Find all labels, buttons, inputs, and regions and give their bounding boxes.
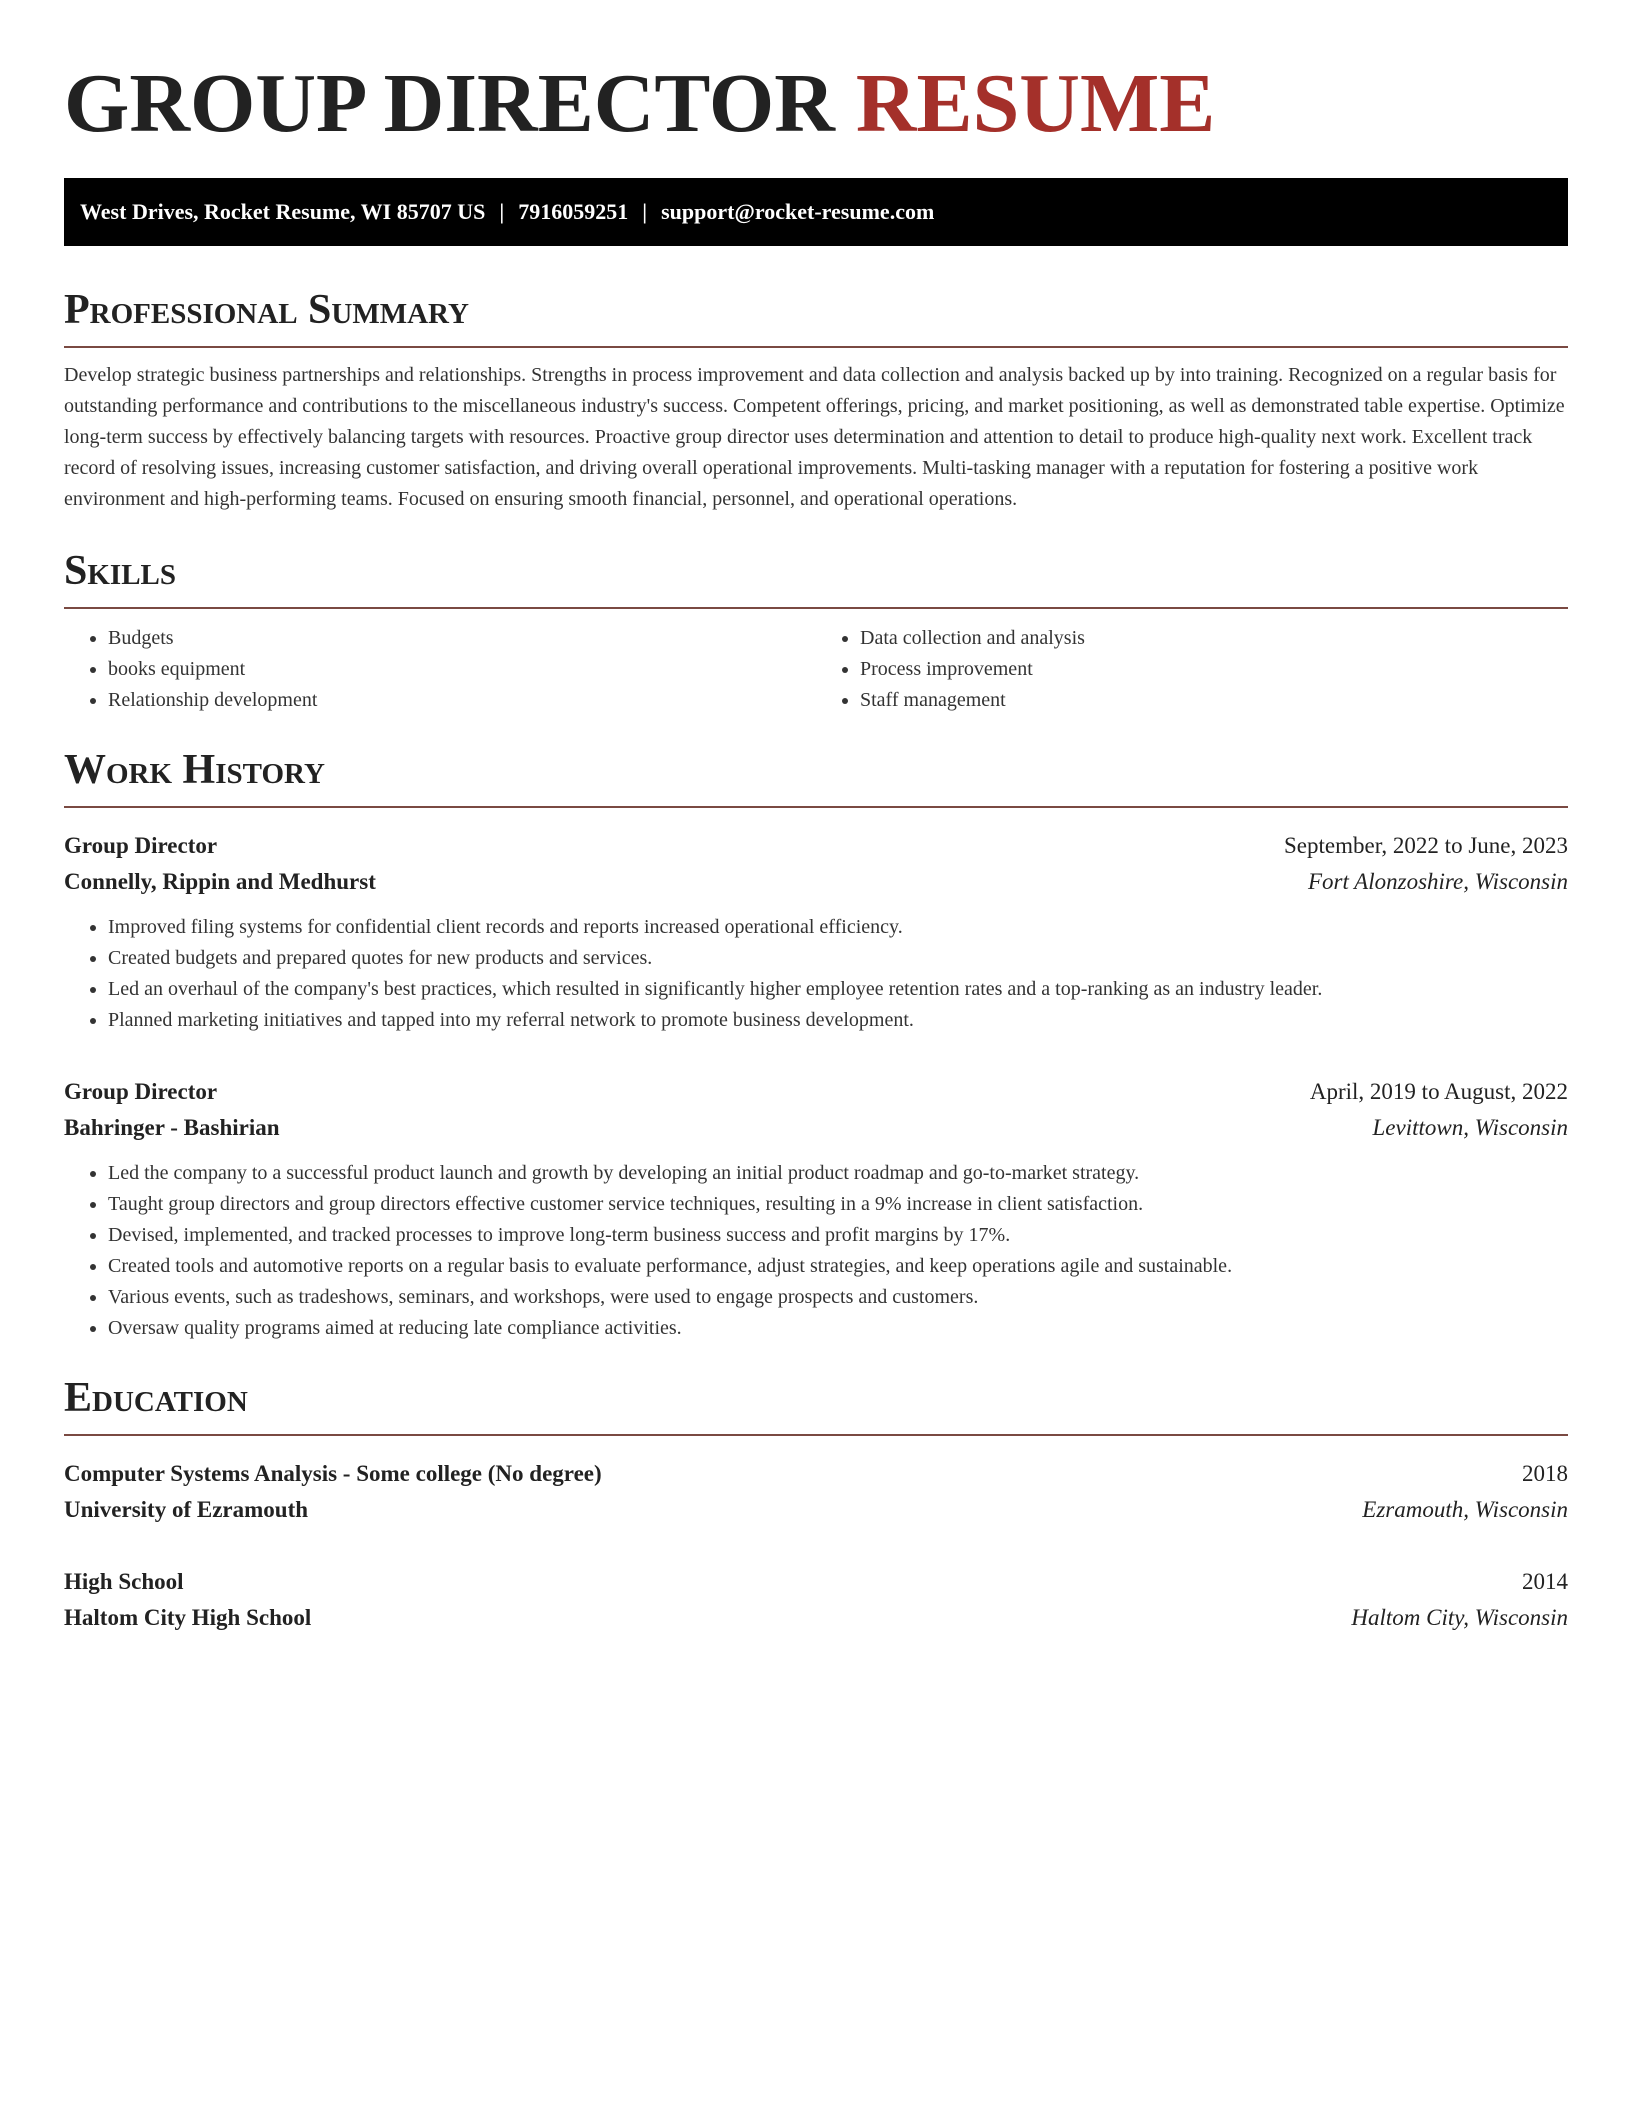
- education-degree-row: [64, 1456, 1568, 1492]
- job-title-row: [64, 828, 1568, 864]
- job-bullet: • Oversaw quality programs aimed at reducing late compliance activities.: [108, 1313, 1568, 1344]
- skills-heading: Skills: [64, 545, 1568, 609]
- skill-item: • Staff management: [860, 685, 1568, 716]
- skills-section: [64, 545, 1568, 716]
- job-company-row: [64, 1110, 1568, 1146]
- job-dates: September, 2022 to June, 2023: [1284, 833, 1568, 858]
- job-bullet: • Led the company to a successful product launch and growth by developing an initial product roadmap and go-to-market strategy.: [108, 1158, 1568, 1189]
- job-title: Group Director: [64, 1079, 218, 1104]
- education-entry: [64, 1564, 1568, 1636]
- education-location: Ezramouth, Wisconsin: [1362, 1497, 1568, 1522]
- education-school-row: [64, 1492, 1568, 1528]
- education-degree: High School: [64, 1569, 184, 1594]
- job-bullet: • Taught group directors and group directors effective customer service techniques, resulting in a 9% increase in client satisfaction.: [108, 1189, 1568, 1220]
- education-year: 2018: [1522, 1461, 1568, 1486]
- education-school: Haltom City High School: [64, 1605, 312, 1630]
- job-entry: [64, 828, 1568, 1036]
- job-bullet: • Planned marketing initiatives and tapped into my referral network to promote business development.: [108, 1005, 1568, 1036]
- work-history-section: [64, 744, 1568, 1344]
- education-school: University of Ezramouth: [64, 1497, 309, 1522]
- summary-section: [64, 284, 1568, 515]
- title-accent: RESUME: [855, 57, 1216, 150]
- resume-title: [64, 54, 1568, 154]
- contact-separator: |: [499, 199, 505, 224]
- contact-email: support@rocket-resume.com: [661, 199, 935, 224]
- job-bullet: • Created tools and automotive reports on a regular basis to evaluate performance, adjust strategies, and keep operations agile and sustainable.: [108, 1251, 1568, 1282]
- job-title: Group Director: [64, 833, 218, 858]
- education-location: Haltom City, Wisconsin: [1351, 1605, 1568, 1630]
- job-bullets: [64, 912, 1568, 1036]
- skills-grid: [64, 623, 1568, 716]
- summary-heading: Professional Summary: [64, 284, 1568, 348]
- education-degree: Computer Systems Analysis - Some college (No degree): [64, 1461, 602, 1486]
- job-location: Levittown, Wisconsin: [1372, 1115, 1568, 1140]
- skill-item: • Relationship development: [108, 685, 816, 716]
- job-bullet: • Improved filing systems for confidential client records and reports increased operational efficiency.: [108, 912, 1568, 943]
- education-heading: Education: [64, 1372, 1568, 1436]
- skill-item: • books equipment: [108, 654, 816, 685]
- job-location: Fort Alonzoshire, Wisconsin: [1307, 869, 1568, 894]
- job-entry: [64, 1074, 1568, 1344]
- skill-item: • Data collection and analysis: [860, 623, 1568, 654]
- job-title-row: [64, 1074, 1568, 1110]
- education-section: [64, 1372, 1568, 1636]
- skill-item: • Process improvement: [860, 654, 1568, 685]
- education-year: 2014: [1522, 1569, 1568, 1594]
- job-dates: April, 2019 to August, 2022: [1309, 1079, 1568, 1104]
- job-bullet: • Devised, implemented, and tracked processes to improve long-term business success and profit margins by 17%.: [108, 1220, 1568, 1251]
- education-entry: [64, 1456, 1568, 1528]
- job-bullets: [64, 1158, 1568, 1344]
- job-bullet: • Led an overhaul of the company's best practices, which resulted in significantly higher employee retention rates and a top-ranking as an industry leader.: [108, 974, 1568, 1005]
- skills-column-right: [816, 623, 1568, 716]
- contact-phone: 7916059251: [518, 199, 629, 224]
- job-company-row: [64, 864, 1568, 900]
- contact-bar: [64, 178, 1568, 246]
- education-school-row: [64, 1600, 1568, 1636]
- title-main: GROUP DIRECTOR: [64, 57, 835, 150]
- skill-item: • Budgets: [108, 623, 816, 654]
- education-degree-row: [64, 1564, 1568, 1600]
- summary-text: Develop strategic business partnerships and relationships. Strengths in process improvement and data collection and analysis backed up by into training. Recognized on a regular basis for outstanding performance and contributions to the miscellaneous industry's success. Competent offerings, pricing, and market positioning, as well as demonstrated table expertise. Optimize long-term success by effectively balancing targets with resources. Proactive group director uses determination and attention to detail to produce high-quality next work. Excellent track record of resolving issues, increasing customer satisfaction, and driving overall operational improvements. Multi-tasking manager with a reputation for fostering a positive work environment and high-performing teams. Focused on ensuring smooth financial, personnel, and operational operations.: [64, 364, 1565, 510]
- job-company: Bahringer - Bashirian: [64, 1115, 280, 1140]
- job-company: Connelly, Rippin and Medhurst: [64, 869, 376, 894]
- contact-address: West Drives, Rocket Resume, WI 85707 US: [80, 199, 486, 224]
- work-history-heading: Work History: [64, 744, 1568, 808]
- contact-separator: |: [642, 199, 648, 224]
- job-bullet: • Created budgets and prepared quotes for new products and services.: [108, 943, 1568, 974]
- skills-column-left: [64, 623, 816, 716]
- job-bullet: • Various events, such as tradeshows, seminars, and workshops, were used to engage prospects and customers.: [108, 1282, 1568, 1313]
